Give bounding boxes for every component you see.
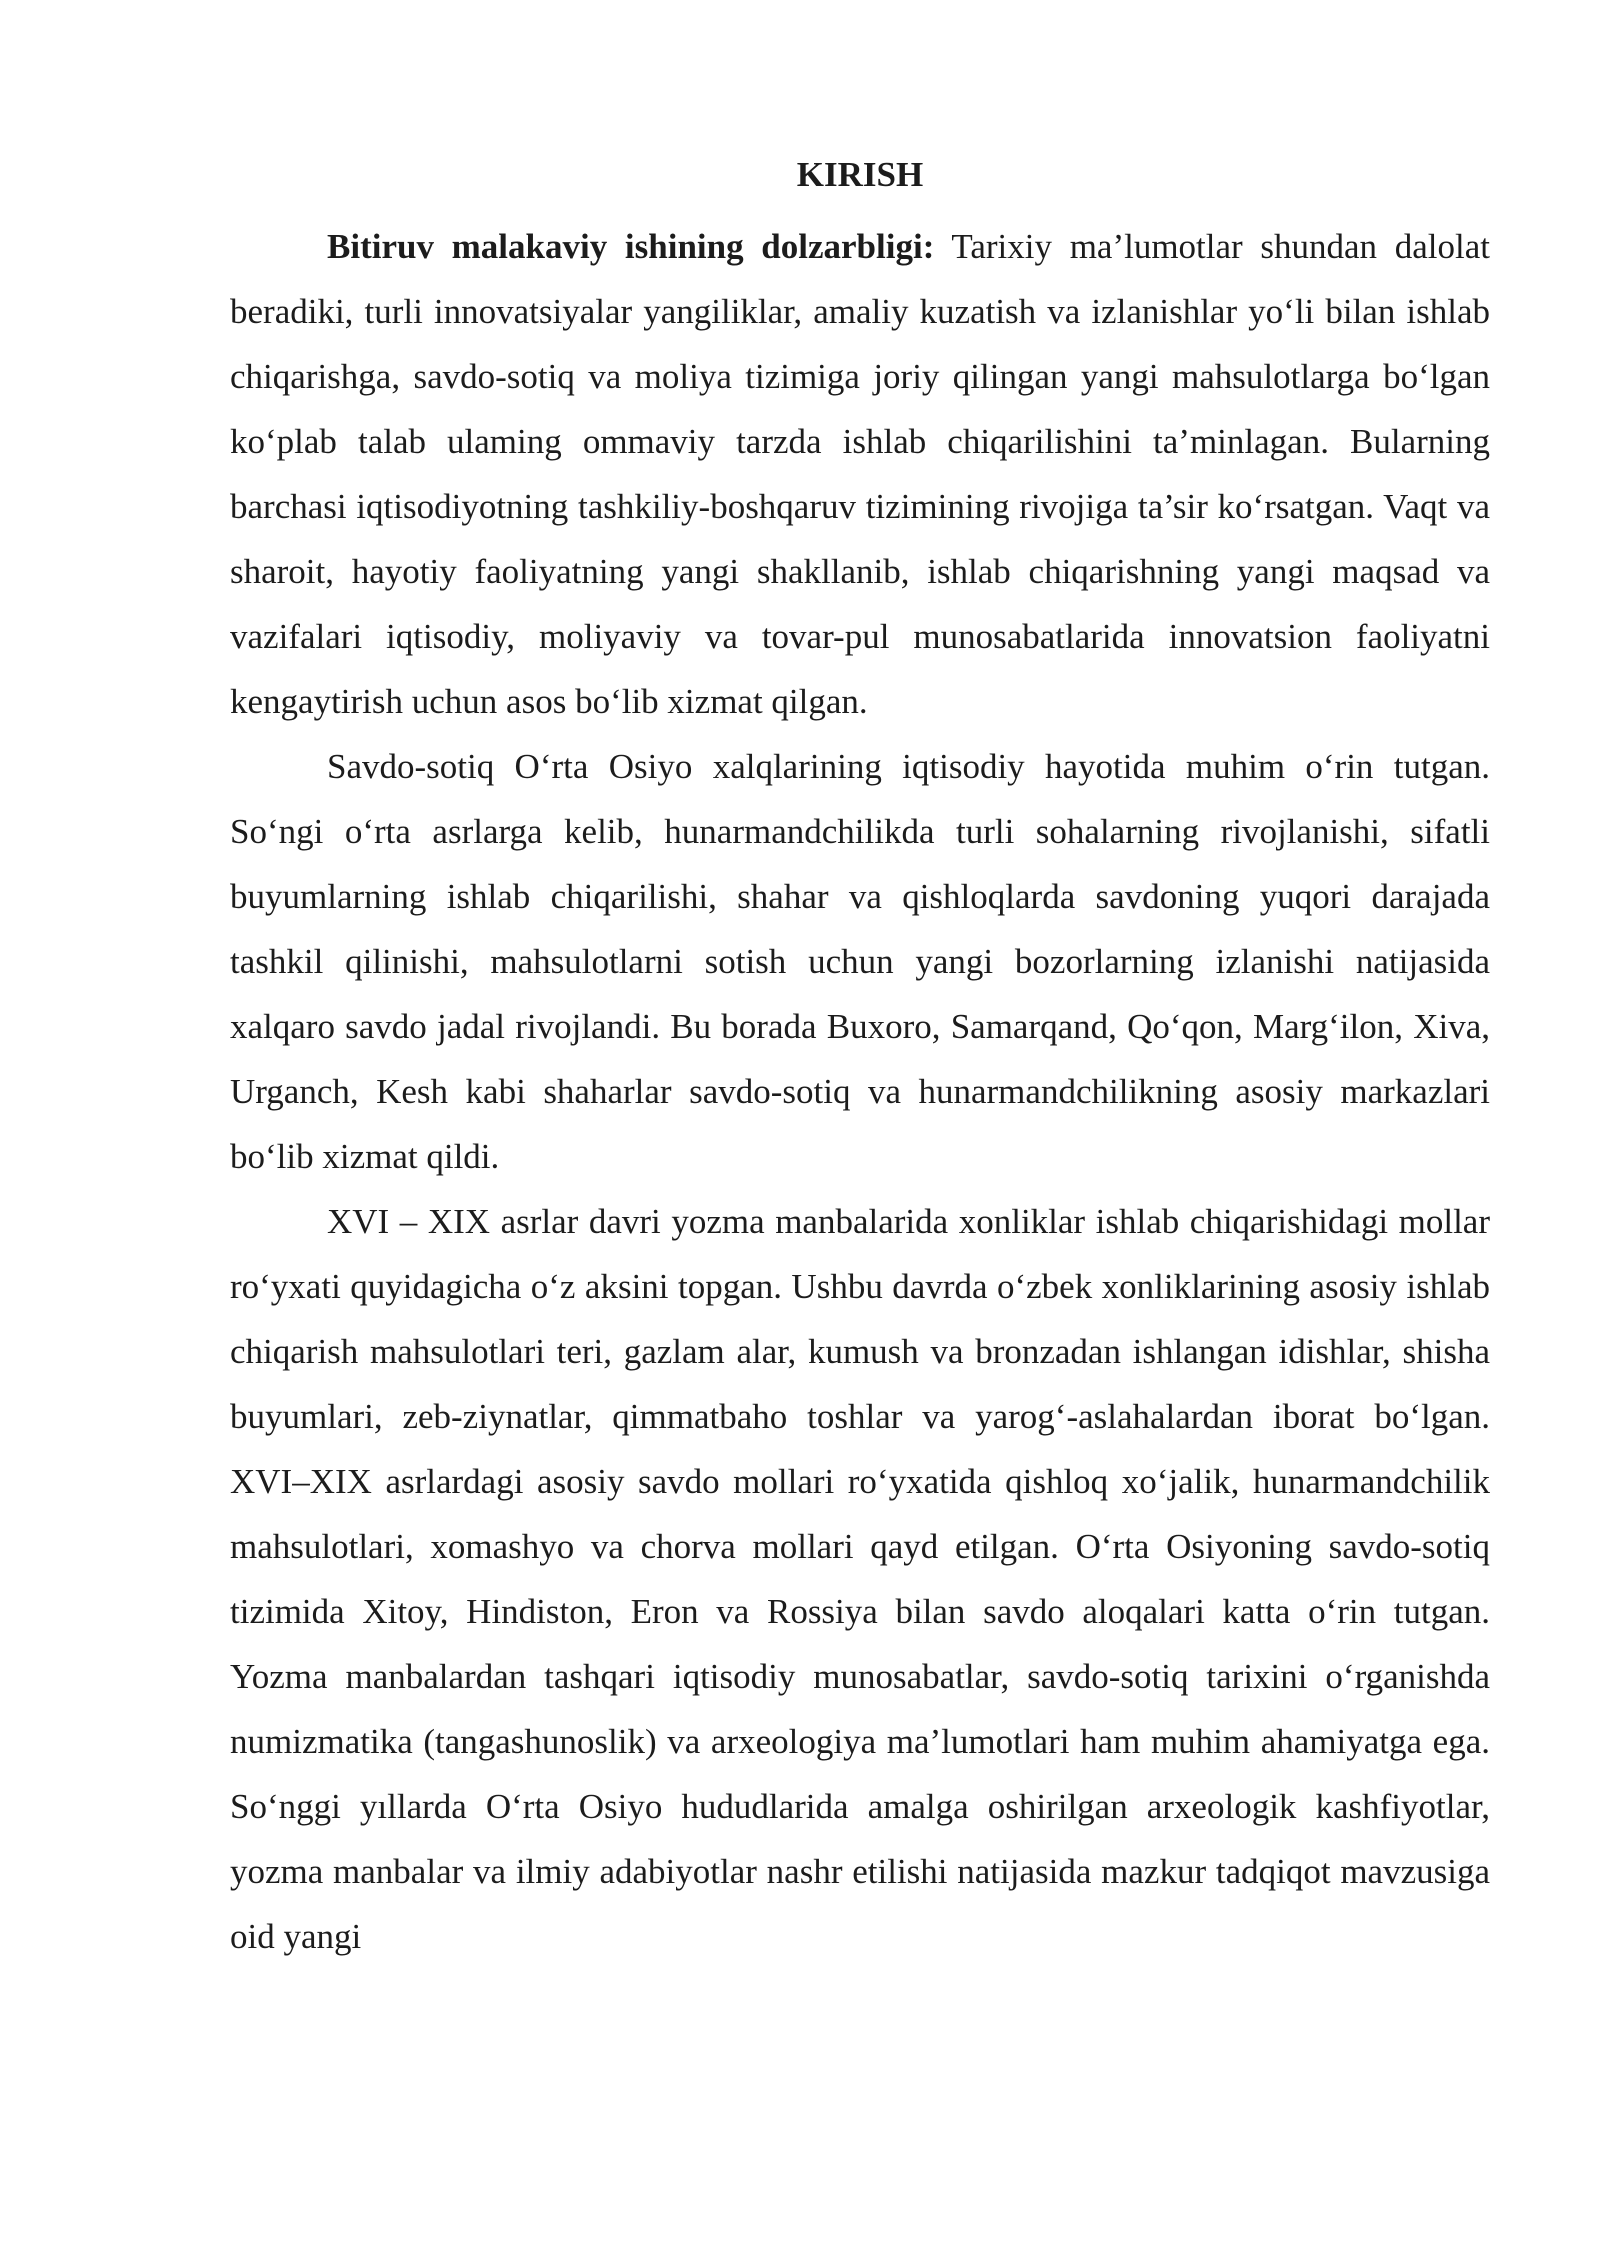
document-body [230,214,1490,1969]
paragraph-sources: XVI – XIX asrlar davri yozma manbalarida xonliklar ishlab chiqarishidagi mollar ro‘yxati quyidagicha o‘z aksini topgan. Ushbu davrda o‘zbek xonliklarining asosiy ishlab chiqarish mahsulotlari teri, gazlam alar, kumush va bronzadan ishlangan idishlar, shisha buyumlari, zeb-ziynatlar, qimmatbaho toshlar va yarog‘-aslahalardan iborat bo‘lgan. XVI–XIX asrlardagi asosiy savdo mollari ro‘yxatida qishloq xo‘jalik, hunarmandchilik mahsulotlari, xomashyo va chorva mollari qayd etilgan. O‘rta Osiyoning savdo-sotiq tizimida Xitoy, Hindiston, Eron va Rossiya bilan savdo aloqalari katta o‘rin tutgan. Yozma manbalardan tashqari iqtisodiy munosabatlar, savdo-sotiq tarixini o‘rganishda numizmatika (tangashunoslik) va arxeologiya ma’lumotlari ham muhim ahamiyatga ega. So‘nggi yıllarda O‘rta Osiyo hududlarida amalga oshirilgan arxeologik kashfiyotlar, yozma manbalar va ilmiy adabiyotlar nashr etilishi natijasida mazkur tadqiqot mavzusiga oid yangi [230,1202,1490,1956]
paragraph-text: Tarixiy ma’lumotlar shundan dalolat beradiki, turli innovatsiyalar yangiliklar, amaliy kuzatish va izlanishlar yo‘li bilan ishlab chiqarishga, savdo-sotiq va moliya tizimiga joriy qilingan yangi mahsulotlarga bo‘lgan ko‘plab talab ulaming ommaviy tarzda ishlab chiqarilishini ta’minlagan. Bularning barchasi iqtisodiyotning tashkiliy-boshqaruv tizimining rivojiga ta’sir ko‘rsatgan. Vaqt va sharoit, hayotiy faoliyatning yangi shakllanib, ishlab chiqarishning yangi maqsad va vazifalari iqtisodiy, moliyaviy va tovar-pul munosabatlarida innovatsion faoliyatni kengaytirish uchun asos bo‘lib xizmat qilgan. [230,227,1490,721]
paragraph-lead: Bitiruv malakaviy ishining dolzarbligi: [327,227,935,266]
page-title: KIRISH [796,155,924,194]
paragraph-relevance [230,214,1490,734]
paragraph-trade: Savdo-sotiq O‘rta Osiyo xalqlarining iqtisodiy hayotida muhim o‘rin tutgan. So‘ngi o‘rta asrlarga kelib, hunarmandchilikda turli sohalarning rivojlanishi, sifatli buyumlarning ishlab chiqarilishi, shahar va qishloqlarda savdoning yuqori darajada tashkil qilinishi, mahsulotlarni sotish uchun yangi bozorlarning izlanishi natijasida xalqaro savdo jadal rivojlandi. Bu borada Buxoro, Samarqand, Qo‘qon, Marg‘ilon, Xiva, Urganch, Kesh kabi shaharlar savdo-sotiq va hunarmandchilikning asosiy markazlari bo‘lib xizmat qildi. [230,747,1490,1176]
